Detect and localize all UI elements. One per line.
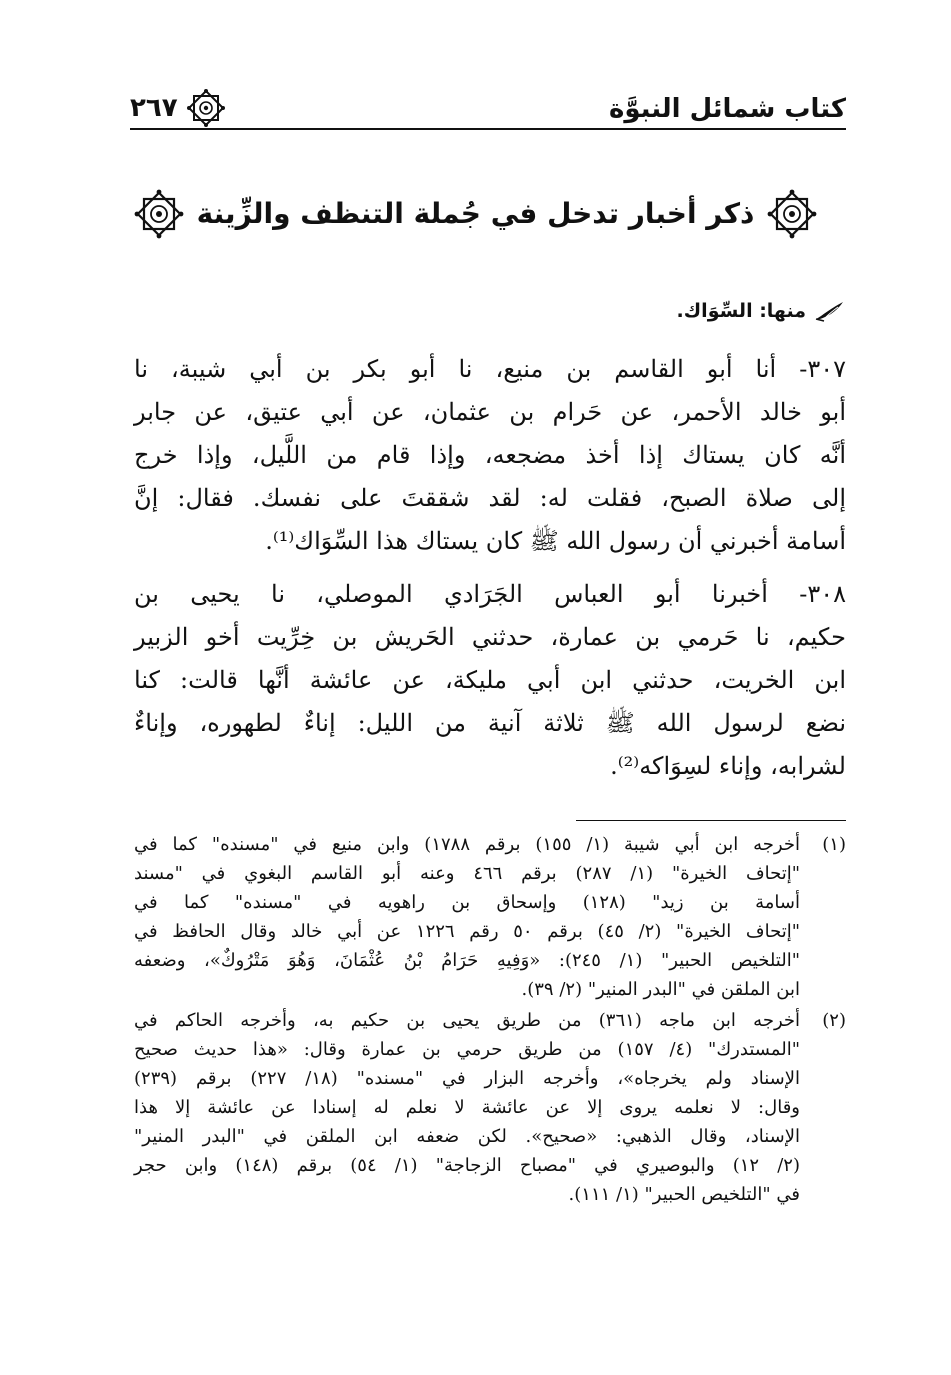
footnote-line: "المستدرك" (٤/ ١٥٧) من طريق حرمي بن عمارة وقال: «هذا حديث صحيح xyxy=(134,1039,800,1060)
section-heading xyxy=(0,188,951,240)
footnote-marker: (١) xyxy=(822,834,846,855)
hadith-paragraph xyxy=(134,348,846,563)
footnote-line: الإسناد، وقال الذهبي: «صحيح». لكن ضعفه ابن الملقن في "البدر المنير" xyxy=(134,1126,800,1147)
running-header xyxy=(130,88,846,132)
text-line: أنَّه كان يستاك إذا أخذ مضجعه، وإذا قام من اللَّيل، وإذا خرج xyxy=(134,441,846,469)
footnote-text xyxy=(134,1006,800,1209)
ornament-star-icon xyxy=(186,88,226,128)
text-line: ٣٠٨- أخبرنا أبو العباس الجَرَادي الموصلي، نا يحيى بن xyxy=(134,580,846,608)
footnote-line: الإسناد ولم يخرجاه»، وأخرجه البزار في "مسنده" (١٨/ ٢٢٧) برقم (٢٣٩) xyxy=(134,1068,801,1089)
header-rule xyxy=(130,128,846,130)
subheading-label: منها: السِّوَاك. xyxy=(676,300,806,322)
footnote-line: "إتحاف الخيرة" (٢/ ٤٥) برقم ٥٠ رقم ١٢٢٦ عن أبي خالد وقال الحافظ في xyxy=(134,921,800,942)
text-line: إلى صلاة الصبح، فقلت له: لقد شققتَ على نفسك. فقال: إنَّ xyxy=(134,484,846,512)
footnote-line: أسامة بن زيد" (١٢٨) وإسحاق بن راهويه في "مسنده" كما في xyxy=(134,892,800,913)
section-title: ذكر أخبار تدخل في جُملة التنظف والزِّينة xyxy=(196,197,755,230)
footnote-line: "التلخيص الحبير" (١/ ٢٤٥): «وَفِيهِ حَرَامُ بْنُ عُثْمَانَ، وَهُوَ مَتْرُوكٌ»، وضعفه xyxy=(134,950,800,971)
footnote-marker: (٢) xyxy=(822,1010,846,1031)
footnote-line: "إتحاف الخيرة" (١/ ٢٨٧) برقم ٤٦٦ وعنه أبو القاسم البغوي في "مسند xyxy=(134,863,800,884)
book-title: كتاب شمائل النبوَّة xyxy=(608,94,846,124)
footnote-line: أخرجه ابن ماجه (٣٦١) من طريق يحيى بن حكيم به، وأخرجه الحاكم في xyxy=(134,1010,801,1031)
ornament-star-icon xyxy=(766,188,818,240)
footnote xyxy=(134,830,846,1004)
page-number: ٢٦٧ xyxy=(130,93,178,123)
text-line: أبو خالد الأحمر، عن حَرام بن عثمان، عن أبي عتيق، عن جابر xyxy=(134,398,846,426)
text-line: أسامة أخبرني أن رسول الله ﷺ كان يستاك هذا السِّوَاك⁽¹⁾. xyxy=(265,527,846,555)
page-number-group xyxy=(130,88,226,128)
ornament-star-icon xyxy=(133,188,185,240)
hadith-paragraph xyxy=(134,573,846,788)
footnote-line: وقال: لا نعلمه يروى إلا عن عائشة لا نعلم له إسنادا عن عائشة إلا هذا xyxy=(134,1097,800,1118)
text-line: لشرابه، وإناء لسِوَاكه⁽²⁾. xyxy=(610,752,846,780)
footnote-line: ابن الملقن في "البدر المنير" (٢/ ٣٩). xyxy=(521,979,800,1000)
footnote-text xyxy=(134,830,800,1004)
quill-pen-icon xyxy=(814,300,846,322)
footnote-line: أخرجه ابن أبي شيبة (١/ ١٥٥) برقم ١٧٨٨) وابن منيع في "مسنده" كما في xyxy=(134,834,800,855)
text-line: نضع لرسول الله ﷺ ثلاثة آنية من الليل: إناءٌ لطهوره، وإناءٌ xyxy=(134,709,846,737)
text-line: ٣٠٧- أنا أبو القاسم بن منيع، نا أبو بكر بن أبي شيبة، نا xyxy=(134,355,846,383)
footnote xyxy=(134,1006,846,1209)
text-line: ابن الخريت، حدثني ابن أبي مليكة، عن عائشة أنَّها قالت: كنا xyxy=(134,666,846,694)
footnote-rule xyxy=(576,820,846,821)
subheading xyxy=(677,296,846,326)
main-text xyxy=(134,348,846,798)
text-line: حكيم، نا حَرمي بن عمارة، حدثني الحَريش بن خِرِّيت أخو الزبير xyxy=(134,623,846,651)
footnotes xyxy=(134,830,846,1211)
footnote-line: في "التلخيص الحبير" (١/ ١١١). xyxy=(568,1184,800,1205)
footnote-line: (٢/ ١٢) والبوصيري في "مصباح الزجاجة" (١/ ٥٤) برقم (١٤٨) وابن حجر xyxy=(134,1155,800,1176)
